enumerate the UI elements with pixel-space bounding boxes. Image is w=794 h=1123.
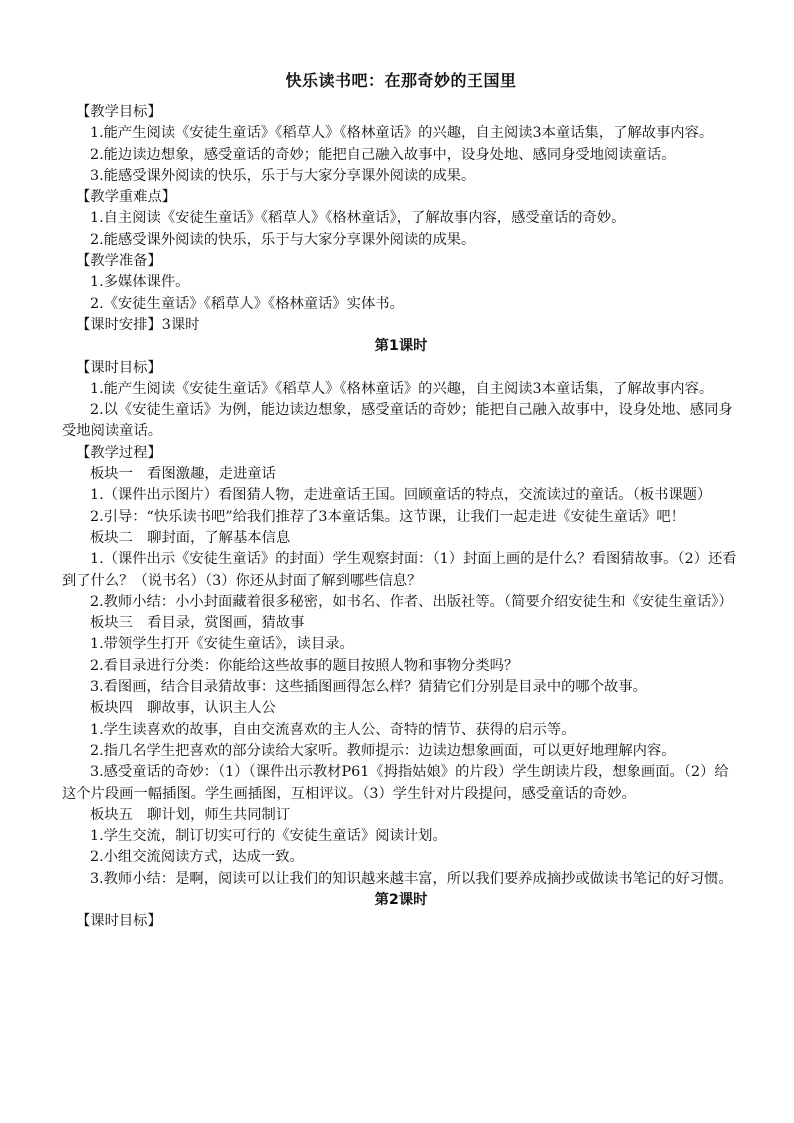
paragraph: 1.学生读喜欢的故事，自由交流喜欢的主人公、奇特的情节、获得的启示等。: [90, 721, 576, 738]
paragraph: 2.《安徒生童话》《稻草人》《格林童话》实体书。: [90, 295, 404, 312]
paragraph: 板块五 聊计划，师生共同制订: [90, 806, 291, 823]
paragraph: 2.看目录进行分类：你能给这些故事的题目按照人物和事物分类吗？: [90, 657, 519, 674]
paragraph: 3.看图画，结合目录猜故事：这些插图画得怎么样？猜猜它们分别是目录中的哪个故事。: [90, 679, 647, 696]
document-title: 快乐读书吧：在那奇妙的王国里: [285, 71, 517, 90]
section-heading: 【教学目标】: [76, 104, 162, 120]
section-heading: 【课时目标】: [76, 913, 162, 930]
paragraph: 2.引导：“快乐读书吧”给我们推荐了3本童话集。这节课，让我们一起走进《安徒生童话》吧！: [90, 508, 685, 525]
paragraph: 1.多媒体课件。: [90, 274, 190, 291]
section-heading: 【课时目标】: [76, 359, 162, 376]
paragraph: 板块三 看目录，赏图画，猜故事: [90, 615, 305, 632]
paragraph: 2.能感受课外阅读的快乐，乐于与大家分享课外阅读的成果。: [90, 231, 476, 248]
lesson-heading: 第1课时: [374, 338, 428, 355]
paragraph: 板块四 聊故事，认识主人公: [90, 700, 276, 717]
section-heading: 【教学准备】: [76, 253, 162, 270]
section-heading: 【教学重难点】: [76, 189, 177, 206]
paragraph: 3.感受童话的奇妙：（1）（课件出示教材P61《拇指姑娘》的片段）学生朗读片段，想象画面。（2）给这个片段画一幅插图。学生画插图，互相评议。（3）学生针对片段提问，感受童话的奇妙。: [62, 764, 729, 802]
document-body: [62, 102, 740, 933]
section-heading: 【教学过程】: [76, 444, 162, 461]
paragraph: 1.能产生阅读《安徒生童话》《稻草人》《格林童话》的兴趣，自主阅读3本童话集，了解故事内容。: [90, 380, 714, 397]
paragraph: 1.带领学生打开《安徒生童话》，读目录。: [90, 636, 354, 653]
lesson-heading: 第2课时: [374, 891, 428, 908]
paragraph: 板块一 看图激趣，走进童话: [90, 466, 276, 483]
paragraph: 1.能产生阅读《安徒生童话》《稻草人》《格林童话》的兴趣，自主阅读3本童话集，了解故事内容。: [90, 125, 714, 142]
paragraph: 2.小组交流阅读方式，达成一致。: [90, 849, 304, 866]
paragraph: 板块二 聊封面，了解基本信息: [90, 529, 291, 546]
document-page: [62, 70, 740, 933]
paragraph: 2.指几名学生把喜欢的部分读给大家听。教师提示：边读边想象画面，可以更好地理解内容。: [90, 742, 676, 759]
paragraph: 1.学生交流，制订切实可行的《安徒生童话》阅读计划。: [90, 828, 447, 845]
paragraph: 1.自主阅读《安徒生童话》《稻草人》《格林童话》，了解故事内容，感受童话的奇妙。: [90, 210, 626, 227]
paragraph: 2.教师小结：小小封面藏着很多秘密，如书名、作者、出版社等。（简要介绍安徒生和《安徒生童话》）: [90, 593, 733, 610]
paragraph: 2.能边读边想象，感受童话的奇妙；能把自己融入故事中，设身处地、感同身受地阅读童话。: [90, 146, 676, 163]
paragraph: 1.（课件出示图片）看图猜人物，走进童话王国。回顾童话的特点，交流读过的童话。（板书课题）: [90, 487, 712, 504]
paragraph: 3.能感受课外阅读的快乐，乐于与大家分享课外阅读的成果。: [90, 167, 476, 184]
paragraph: 2.以《安徒生童话》为例，能边读边想象，感受童话的奇妙；能把自己融入故事中，设身处地、感同身受地阅读童话。: [62, 402, 733, 440]
paragraph: 3.教师小结：是啊，阅读可以让我们的知识越来越丰富，所以我们要养成摘抄或做读书笔记的好习惯。: [90, 870, 733, 887]
section-heading: 【课时安排】3课时: [76, 316, 200, 333]
paragraph: 1.（课件出示《安徒生童话》的封面）学生观察封面：（1）封面上画的是什么？看图猜故事。（2）还看到了什么？（说书名）（3）你还从封面了解到哪些信息？: [62, 551, 737, 589]
